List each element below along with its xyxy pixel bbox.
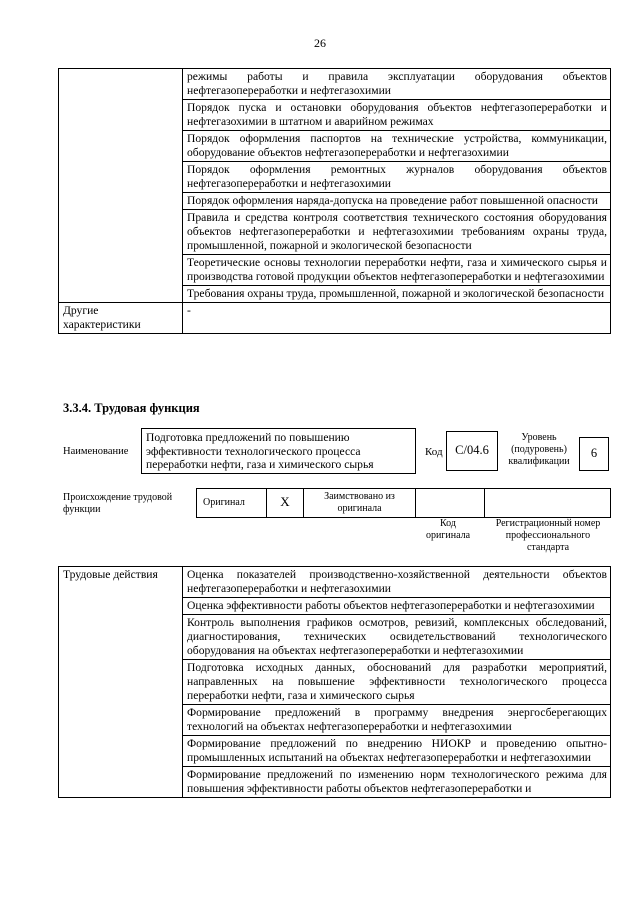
labor-action-item: Контроль выполнения графиков осмотров, ревизий, комплексных обследований, диагностирования, технических освидетельствований технологического оборудования на объектах нефтегазопереработки и нефтегазохимии xyxy=(183,615,611,660)
registration-number-cell xyxy=(484,488,611,518)
knowledge-item: Порядок оформления ремонтных журналов оборудования объектов нефтегазопереработки и нефтегазохимии xyxy=(183,162,611,193)
qualification-level-label: Уровень (подуровень) квалификации xyxy=(508,432,570,467)
table-row xyxy=(59,303,611,334)
table-row xyxy=(59,567,611,598)
labor-action-item: Формирование предложений по внедрению НИОКР и проведению опытно-промышленных испытаний на объектах нефтегазопереработки и нефтегазохимии xyxy=(183,736,611,767)
labor-action-item: Формирование предложений в программу внедрения энергосберегающих технологий на объектах нефтегазопереработки и нефтегазохимии xyxy=(183,705,611,736)
page-number: 26 xyxy=(314,36,326,50)
labor-actions-label: Трудовые действия xyxy=(59,567,183,798)
origin-label: Происхождение трудовой функции xyxy=(63,492,173,515)
code-value-box: C/04.6 xyxy=(446,431,498,471)
labor-actions-table xyxy=(58,566,611,798)
knowledge-item: Теоретические основы технологии переработки нефти, газа и химического сырья и производства готовой продукции объектов нефтегазопереработки и нефтегазохимии xyxy=(183,255,611,286)
knowledge-item: Порядок оформления паспортов на технические устройства, коммуникации, оборудование объектов нефтегазопереработки и нефтегазохимии xyxy=(183,131,611,162)
knowledge-item: Требования охраны труда, промышленной, пожарной и экологической безопасности xyxy=(183,286,611,303)
original-code-caption: Код оригинала xyxy=(425,518,471,541)
registration-number-caption: Регистрационный номер профессионального стандарта xyxy=(495,518,601,553)
knowledge-table xyxy=(58,68,611,334)
name-label: Наименование xyxy=(63,446,129,457)
borrowed-cell: Заимствовано из оригинала xyxy=(303,488,416,518)
knowledge-item: Порядок оформления наряда-допуска на проведение работ повышенной опасности xyxy=(183,193,611,210)
labor-action-item: Формирование предложений по изменению норм технологического режима для повышения эффективности работы объектов нефтегазопереработки и xyxy=(183,767,611,798)
other-characteristics-label: Другие характеристики xyxy=(59,303,183,334)
labor-action-item: Оценка эффективности работы объектов нефтегазопереработки и нефтегазохимии xyxy=(183,598,611,615)
table-row xyxy=(59,69,611,100)
other-characteristics-value: - xyxy=(183,303,611,334)
original-mark-cell: X xyxy=(266,488,304,518)
section-heading: 3.3.4. Трудовая функция xyxy=(63,401,200,415)
origin-row xyxy=(196,488,611,518)
original-code-cell xyxy=(415,488,485,518)
knowledge-item: Правила и средства контроля соответствия технического состояния оборудования объектов нефтегазопереработки и нефтегазохимии требованиям охраны труда, промышленной, пожарной и экологической безопасности xyxy=(183,210,611,255)
knowledge-item: Порядок пуска и остановки оборудования объектов нефтегазопереработки и нефтегазохимии в штатном и аварийном режимах xyxy=(183,100,611,131)
knowledge-item: режимы работы и правила эксплуатации оборудования объектов нефтегазопереработки и нефтегазохимии xyxy=(183,69,611,100)
labor-action-item: Оценка показателей производственно-хозяйственной деятельности объектов нефтегазопереработки и нефтегазохимии xyxy=(183,567,611,598)
row-label-cell xyxy=(59,69,183,303)
code-label: Код xyxy=(425,446,443,458)
labor-action-item: Подготовка исходных данных, обоснований для разработки мероприятий, направленных на повышение эффективности технологического процесса переработки нефти, газа и химического сырья xyxy=(183,660,611,705)
function-name-box: Подготовка предложений по повышению эффективности технологического процесса переработки нефти, газа и химического сырья xyxy=(141,428,416,474)
qualification-level-box: 6 xyxy=(579,437,609,471)
original-cell: Оригинал xyxy=(196,488,267,518)
